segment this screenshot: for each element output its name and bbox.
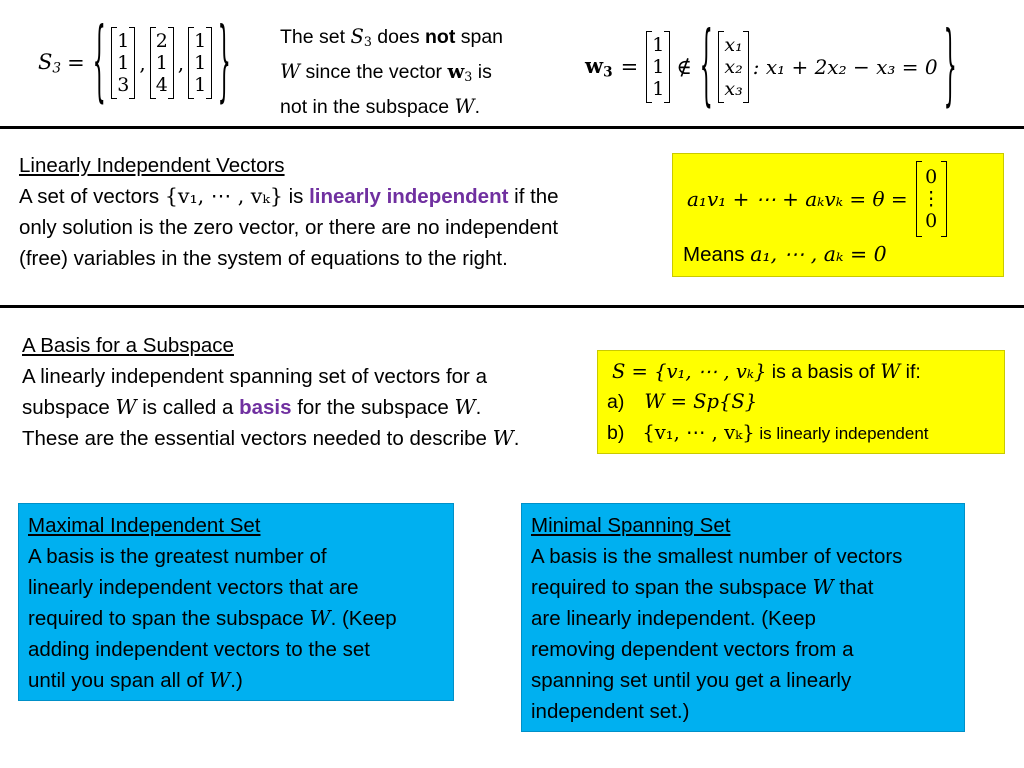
maximal-independent-box — [18, 503, 454, 701]
independent-line-2: only solution is the zero vector, or there are no independent — [19, 216, 559, 239]
span-note-line-1: The set $S_3$ does not span — [280, 25, 504, 50]
variable-vector: x₁ x₂ x₃ — [718, 31, 748, 103]
zero-vector: 0 ⋮ 0 — [916, 161, 947, 237]
basis-criteria-box — [597, 350, 1005, 454]
comma: , — [139, 51, 146, 75]
maximal-line-3: required to span the subspace W. (Keep — [28, 606, 397, 630]
maximal-line-4: adding independent vectors to the set — [28, 638, 370, 661]
independent-line-3: (free) variables in the system of equations to the right. — [19, 247, 508, 270]
basis-line-1: A linearly independent spanning set of vectors for a — [22, 365, 487, 388]
minimal-line-3: are linearly independent. (Keep — [531, 607, 816, 630]
divider-1 — [0, 126, 1024, 129]
w3-statement — [585, 16, 958, 118]
w3-symbol: $w_3$ — [585, 53, 613, 81]
independence-equation-box — [672, 153, 1004, 277]
subspace-condition: : x₁ + 2x₂ − x₃ = 0 — [752, 55, 938, 79]
minimal-line-1: A basis is the smallest number of vectors — [531, 545, 903, 568]
basis-section — [22, 330, 602, 454]
not-in-symbol: ∉ — [676, 55, 692, 79]
maximal-line-5: until you span all of W.) — [28, 668, 243, 692]
equals-sign: = — [620, 55, 639, 79]
span-note — [280, 22, 555, 122]
independence-equation: a₁v₁ + ⋯ + aₖvₖ = θ = — [687, 187, 908, 211]
basis-criterion-b: b) {v₁, ⋯ , vₖ} is linearly independent — [607, 421, 929, 444]
equals-sign: = — [67, 51, 85, 75]
independent-heading: Linearly Independent Vectors — [19, 154, 285, 177]
right-brace: } — [943, 16, 957, 118]
basis-line-3: These are the essential vectors needed to describe W. — [22, 426, 520, 450]
vector-3: 1 1 1 — [188, 27, 212, 99]
means-line: Means a₁, ⋯ , aₖ = 0 — [683, 242, 887, 266]
basis-heading: A Basis for a Subspace — [22, 334, 234, 357]
independent-line-1: A set of vectors {v₁, ⋯ , vₖ} is linearly independent if the — [19, 184, 559, 208]
s3-definition — [38, 12, 233, 114]
left-brace: { — [92, 12, 106, 114]
minimal-line-2: required to span the subspace W that — [531, 575, 874, 599]
maximal-line-1: A basis is the greatest number of — [28, 545, 327, 568]
minimal-spanning-box — [521, 503, 965, 732]
span-note-line-3: not in the subspace W. — [280, 95, 481, 119]
basis-criterion-a: a) W = Sp{S} — [607, 390, 758, 413]
divider-2 — [0, 305, 1024, 308]
minimal-line-4: removing dependent vectors from a — [531, 638, 854, 661]
comma: , — [177, 51, 185, 75]
left-brace: { — [699, 16, 713, 118]
s3-symbol: $S_3$ — [38, 49, 62, 77]
basis-criteria-line-1: S = {v₁, ⋯ , vₖ} is a basis of W if: — [612, 360, 921, 383]
minimal-heading: Minimal Spanning Set — [531, 514, 731, 537]
span-note-line-2: W since the vector $w_3$ is — [280, 60, 492, 85]
vector-2: 2 1 4 — [150, 27, 174, 99]
basis-line-2: subspace W is called a basis for the subspace W. — [22, 395, 482, 419]
independent-section — [19, 150, 669, 274]
maximal-heading: Maximal Independent Set — [28, 514, 261, 537]
minimal-line-6: independent set.) — [531, 700, 690, 723]
right-brace: } — [217, 12, 232, 114]
minimal-line-5: spanning set until you get a linearly — [531, 669, 852, 692]
vector-1: 1 1 3 — [111, 27, 135, 99]
maximal-line-2: linearly independent vectors that are — [28, 576, 359, 599]
w3-vector: 1 1 1 — [646, 31, 670, 103]
